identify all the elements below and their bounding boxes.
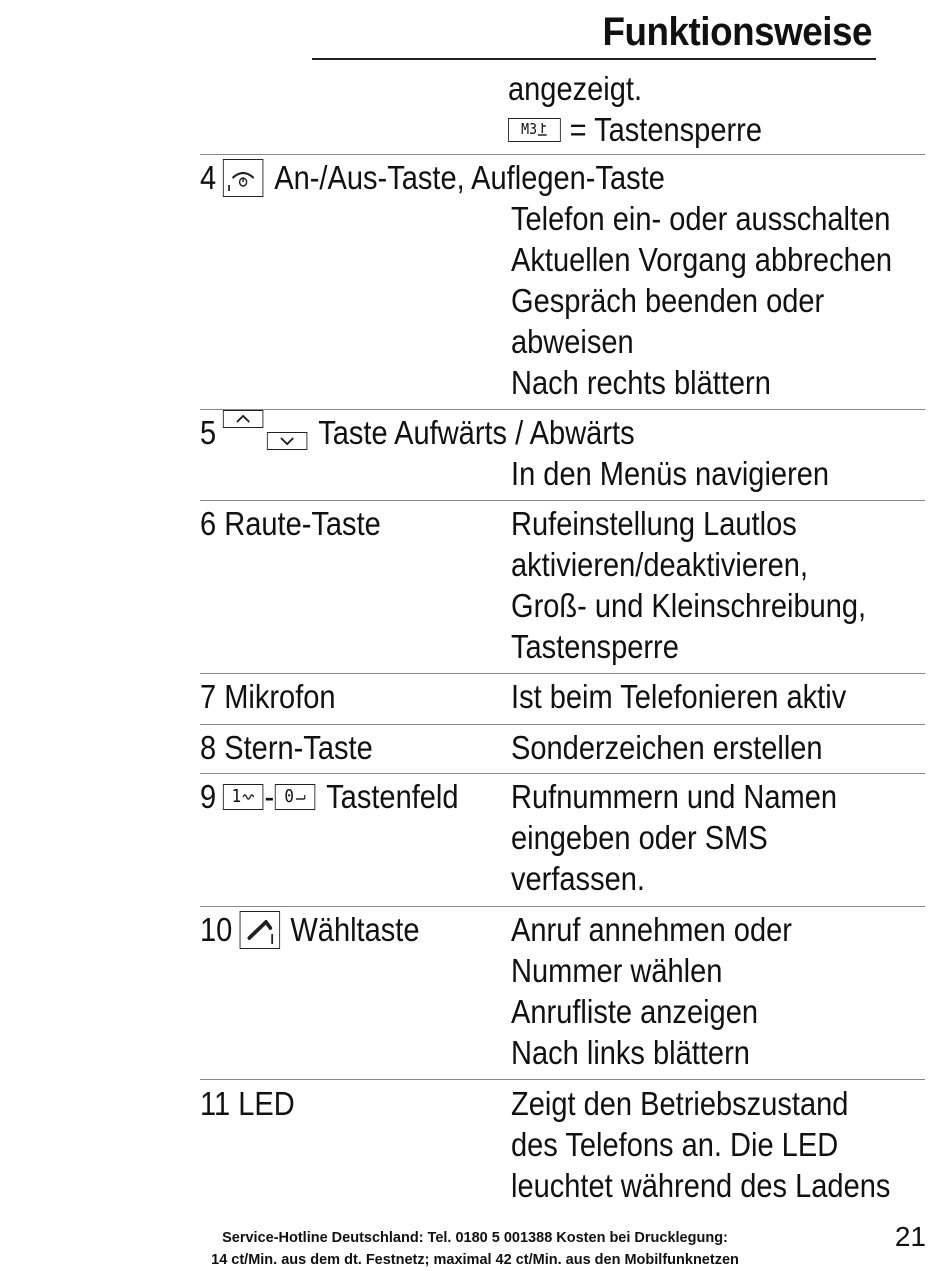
item-9-desc-line: eingeben oder SMS bbox=[511, 819, 768, 856]
item-4-desc-line: Telefon ein- oder ausschalten bbox=[511, 200, 891, 237]
item-9-desc-line: Rufnummern und Namen bbox=[511, 778, 838, 815]
item-11-number: 11 bbox=[200, 1085, 231, 1122]
item-10-desc-line: Nach links blättern bbox=[511, 1034, 750, 1071]
item-10-label bbox=[200, 909, 420, 950]
item-6-desc-line: Tastensperre bbox=[511, 628, 679, 665]
key-1-icon bbox=[223, 784, 263, 810]
item-4-text: An-/Aus-Taste, Auflegen-Taste bbox=[274, 159, 665, 196]
item-6-description bbox=[511, 503, 866, 667]
row-divider bbox=[200, 906, 925, 907]
footer-line-1: Service-Hotline Deutschland: Tel. 0180 5 001388 Kosten bei Drucklegung: bbox=[222, 1230, 728, 1246]
item-7-desc-line: Ist beim Telefonieren aktiv bbox=[511, 678, 847, 715]
row-divider bbox=[200, 773, 925, 774]
item-4-description bbox=[511, 198, 892, 403]
up-down-keys-icon bbox=[223, 412, 307, 453]
item-10-text: Wähltaste bbox=[290, 911, 420, 948]
item-10-desc-line: Anruf annehmen oder bbox=[511, 911, 792, 948]
item-8-number: 8 bbox=[200, 729, 217, 766]
item-10-desc-line: Anrufliste anzeigen bbox=[511, 993, 759, 1030]
item-5-desc-line: In den Menüs navigieren bbox=[511, 455, 830, 492]
key-0-digit: 0 bbox=[284, 786, 294, 807]
item-9-description bbox=[511, 776, 837, 899]
item-7-description bbox=[511, 676, 846, 717]
item-4-label bbox=[200, 157, 665, 198]
row-divider bbox=[200, 673, 925, 674]
item-9-desc-line: verfassen. bbox=[511, 860, 645, 897]
item-6-desc-line: aktivieren/deaktivieren, bbox=[511, 546, 809, 583]
item-8-text: Stern-Taste bbox=[224, 729, 373, 766]
item-8-label bbox=[200, 727, 373, 768]
item-11-description bbox=[511, 1083, 890, 1206]
service-hotline-footer bbox=[150, 1227, 800, 1271]
item-6-desc-line: Groß- und Kleinschreibung, bbox=[511, 587, 867, 624]
item-5-number: 5 bbox=[200, 414, 217, 451]
continuation-text bbox=[508, 68, 762, 150]
item-4-number: 4 bbox=[200, 159, 217, 196]
continuation-line-2 bbox=[508, 109, 762, 150]
item-9-number: 9 bbox=[200, 778, 217, 815]
down-key-icon bbox=[267, 432, 307, 450]
header-divider bbox=[312, 58, 876, 60]
key-symbol-icon bbox=[537, 122, 548, 138]
item-6-text: Raute-Taste bbox=[224, 505, 381, 542]
item-10-desc-line: Nummer wählen bbox=[511, 952, 723, 989]
keylock-icon-text: M3 bbox=[521, 120, 538, 138]
item-9-label bbox=[200, 776, 459, 817]
row-divider bbox=[200, 724, 925, 725]
item-6-label bbox=[200, 503, 381, 544]
call-key-icon bbox=[239, 911, 279, 949]
up-key-icon bbox=[223, 410, 263, 428]
item-5-label bbox=[200, 412, 635, 453]
power-hangup-key-icon bbox=[223, 159, 263, 197]
row-divider bbox=[200, 409, 925, 410]
item-4-desc-line: abweisen bbox=[511, 323, 634, 360]
item-11-label bbox=[200, 1083, 295, 1124]
item-5-description bbox=[511, 453, 829, 494]
row-divider bbox=[200, 500, 925, 501]
item-11-desc-line: des Telefons an. Die LED bbox=[511, 1126, 839, 1163]
item-8-desc-line: Sonderzeichen erstellen bbox=[511, 729, 823, 766]
key-range-separator: - bbox=[264, 778, 275, 815]
item-7-label bbox=[200, 676, 336, 717]
item-6-number: 6 bbox=[200, 505, 217, 542]
continuation-keylock-text: = Tastensperre bbox=[569, 111, 762, 148]
item-10-description bbox=[511, 909, 792, 1073]
item-6-desc-line: Rufeinstellung Lautlos bbox=[511, 505, 797, 542]
item-5-text: Taste Aufwärts / Abwärts bbox=[318, 414, 635, 451]
item-4-desc-line: Nach rechts blättern bbox=[511, 364, 771, 401]
item-8-description bbox=[511, 727, 823, 768]
item-4-desc-line: Gespräch beenden oder bbox=[511, 282, 825, 319]
item-11-text: LED bbox=[238, 1085, 295, 1122]
footer-line-2: 14 ct/Min. aus dem dt. Festnetz; maximal 42 ct/Min. aus den Mobilfunknetzen bbox=[211, 1252, 739, 1268]
key-1-digit: 1 bbox=[231, 786, 242, 807]
item-9-text: Tastenfeld bbox=[326, 778, 459, 815]
item-10-number: 10 bbox=[200, 911, 233, 948]
page-title: Funktionsweise bbox=[602, 10, 872, 54]
item-11-desc-line: Zeigt den Betriebszustand bbox=[511, 1085, 849, 1122]
item-4-desc-line: Aktuellen Vorgang abbrechen bbox=[511, 241, 893, 278]
continuation-line-1: angezeigt. bbox=[508, 70, 643, 107]
keylock-display-icon bbox=[508, 118, 561, 142]
row-divider bbox=[200, 154, 925, 155]
key-0-icon bbox=[275, 784, 315, 810]
item-7-number: 7 bbox=[200, 678, 217, 715]
item-11-desc-line: leuchtet während des Ladens bbox=[511, 1167, 891, 1204]
row-divider bbox=[200, 1079, 925, 1080]
item-7-text: Mikrofon bbox=[224, 678, 336, 715]
page-number: 21 bbox=[894, 1221, 926, 1252]
